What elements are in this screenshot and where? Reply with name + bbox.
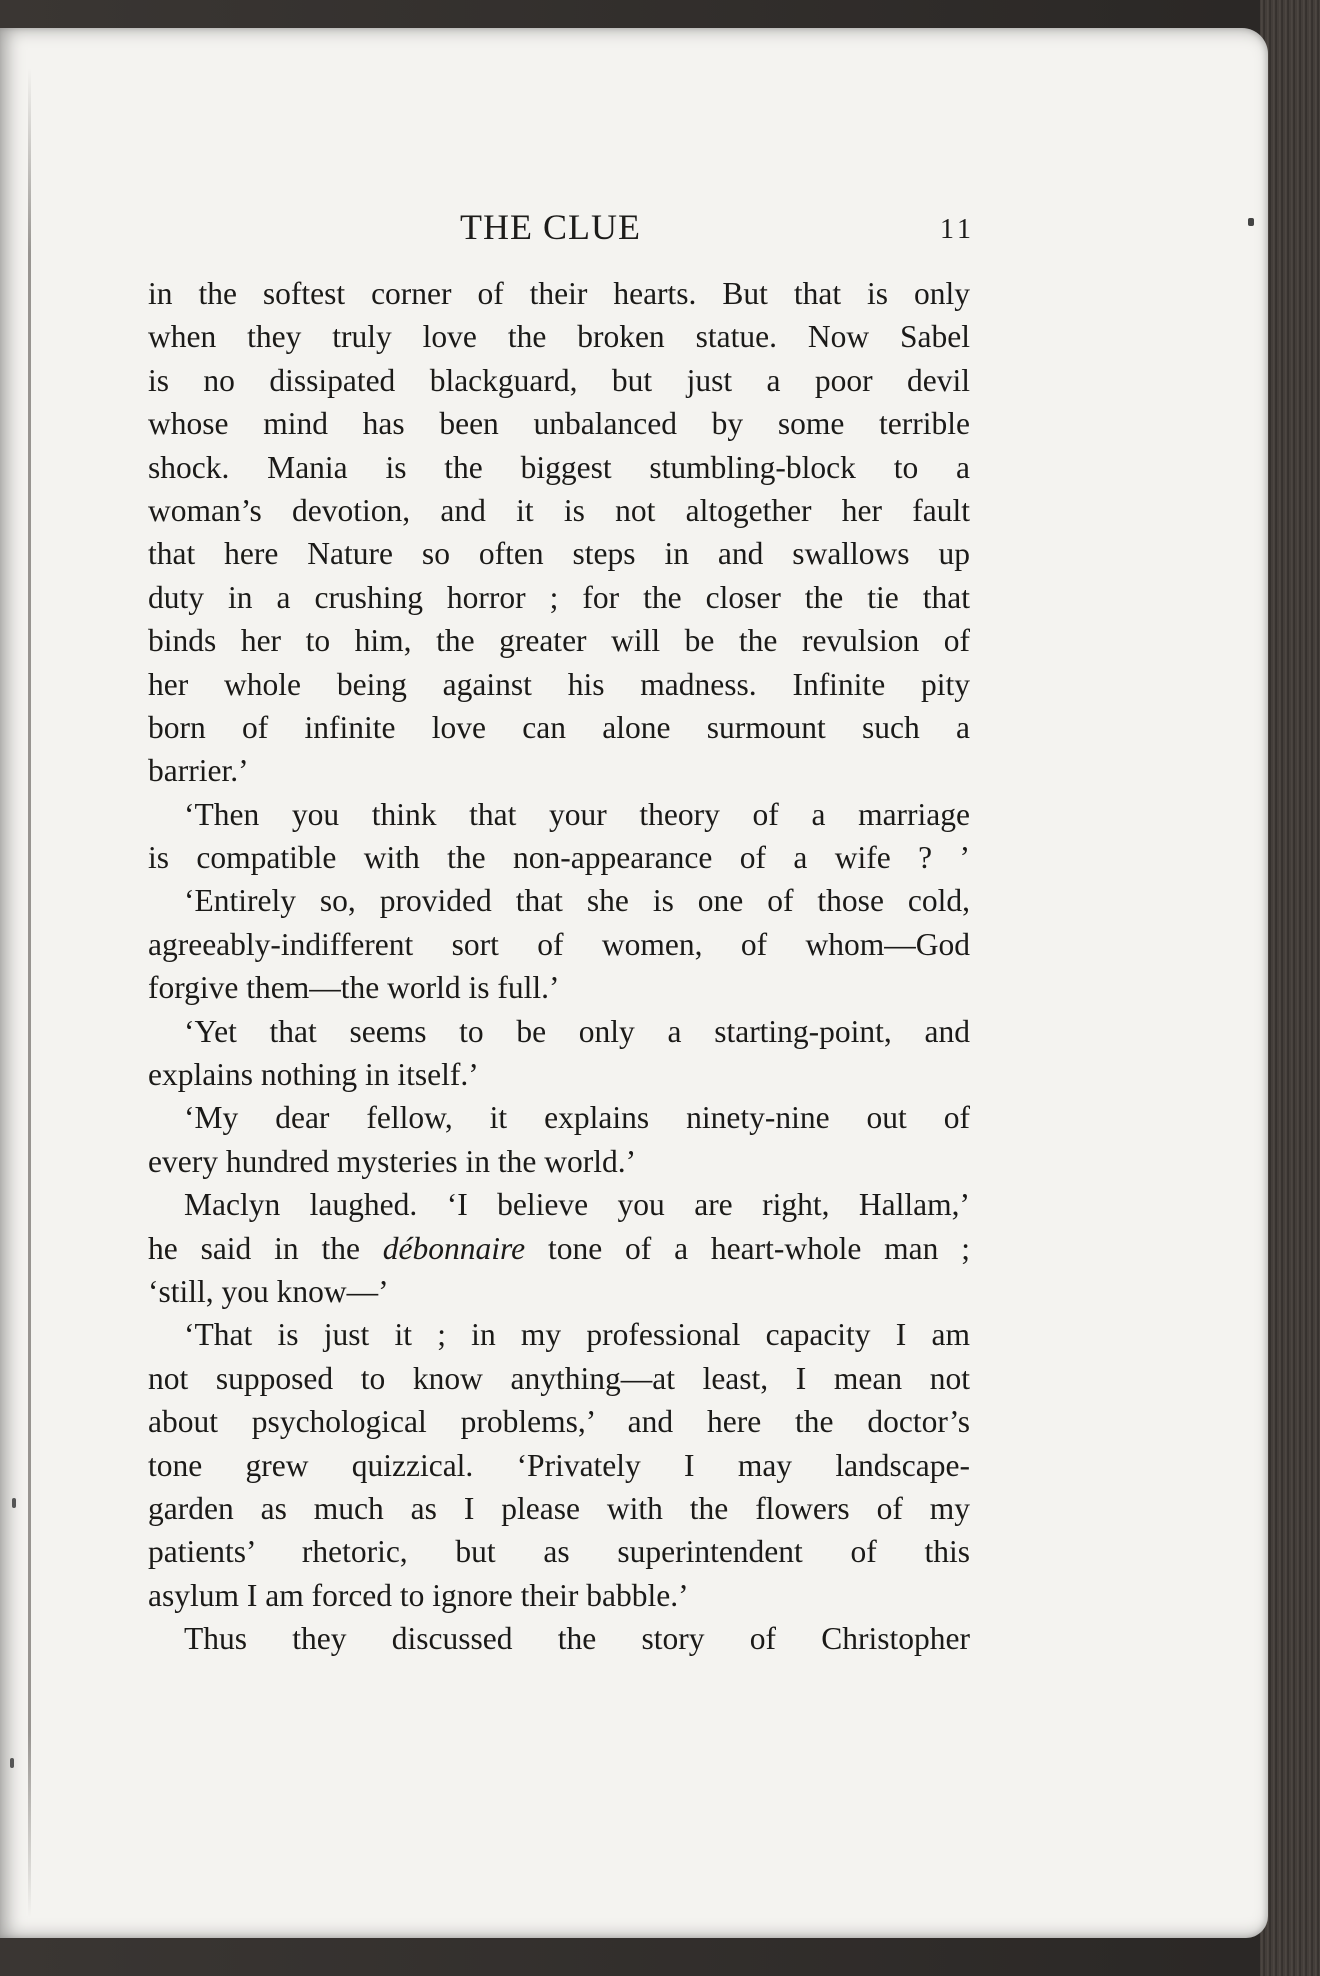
body-text <box>148 272 970 1661</box>
text-line: shock. Mania is the biggest stumbling-block to a <box>148 449 970 485</box>
running-head: THE CLUE <box>460 207 641 247</box>
text-line: patients’ rhetoric, but as superintendent of this <box>148 1534 970 1570</box>
text-line: when they truly love the broken statue. Now Sabel <box>148 319 970 355</box>
italic-word: débonnaire <box>382 1230 526 1266</box>
text-line: not supposed to know anything—at least, I mean not <box>148 1360 970 1396</box>
text-line <box>148 1227 970 1270</box>
text-line: explains nothing in itself.’ <box>148 1057 479 1093</box>
text-line: asylum I am forced to ignore their babble.’ <box>148 1577 689 1613</box>
text-line: whose mind has been unbalanced by some terrible <box>148 406 970 442</box>
text-line: that here Nature so often steps in and swallows up <box>148 536 970 572</box>
text-line: every hundred mysteries in the world.’ <box>148 1143 637 1179</box>
text-line: woman’s devotion, and it is not altogether her fault <box>148 492 970 528</box>
text-line: in the softest corner of their hearts. But that is only <box>148 276 970 311</box>
book-page-edges <box>1260 0 1320 1976</box>
margin-speck <box>10 1758 14 1768</box>
text-line: forgive them—the world is full.’ <box>148 970 560 1006</box>
text-line: Maclyn laughed. ‘I believe you are right, Hallam,’ <box>184 1187 970 1223</box>
text-line: ‘Then you think that your theory of a marriage <box>184 796 970 832</box>
text-line: barrier.’ <box>148 753 249 789</box>
text-line: her whole being against his madness. Infinite pity <box>148 666 970 702</box>
text-line: ‘still, you know—’ <box>148 1273 389 1309</box>
margin-speck <box>12 1498 16 1508</box>
text-line: Thus they discussed the story of Christopher <box>184 1621 970 1657</box>
text-segment: tone of a heart-whole man ; <box>525 1230 970 1266</box>
text-line: is compatible with the non-appearance of a wife ? ’ <box>148 840 970 876</box>
text-line: binds her to him, the greater will be the revulsion of <box>148 623 970 659</box>
text-line: garden as much as I please with the flowers of my <box>148 1490 970 1526</box>
text-line: agreeably-indifferent sort of women, of whom—God <box>148 926 970 962</box>
text-line: ‘My dear fellow, it explains ninety-nine out of <box>184 1100 970 1136</box>
text-segment: he said in the <box>148 1230 383 1266</box>
margin-speck <box>1248 218 1254 226</box>
text-line: born of infinite love can alone surmount such a <box>148 709 970 745</box>
text-line: ‘Yet that seems to be only a starting-point, and <box>184 1013 970 1049</box>
page-number: 11 <box>940 214 975 245</box>
text-line: ‘Entirely so, provided that she is one of those cold, <box>184 883 970 919</box>
gutter-shadow <box>28 68 31 1918</box>
text-line: is no dissipated blackguard, but just a poor devil <box>148 362 970 398</box>
text-line: duty in a crushing horror ; for the closer the tie that <box>148 579 970 615</box>
text-line: tone grew quizzical. ‘Privately I may landscape- <box>148 1447 970 1483</box>
text-line: ‘That is just it ; in my professional capacity I am <box>184 1317 970 1353</box>
text-line: about psychological problems,’ and here the doctor’s <box>148 1404 970 1440</box>
